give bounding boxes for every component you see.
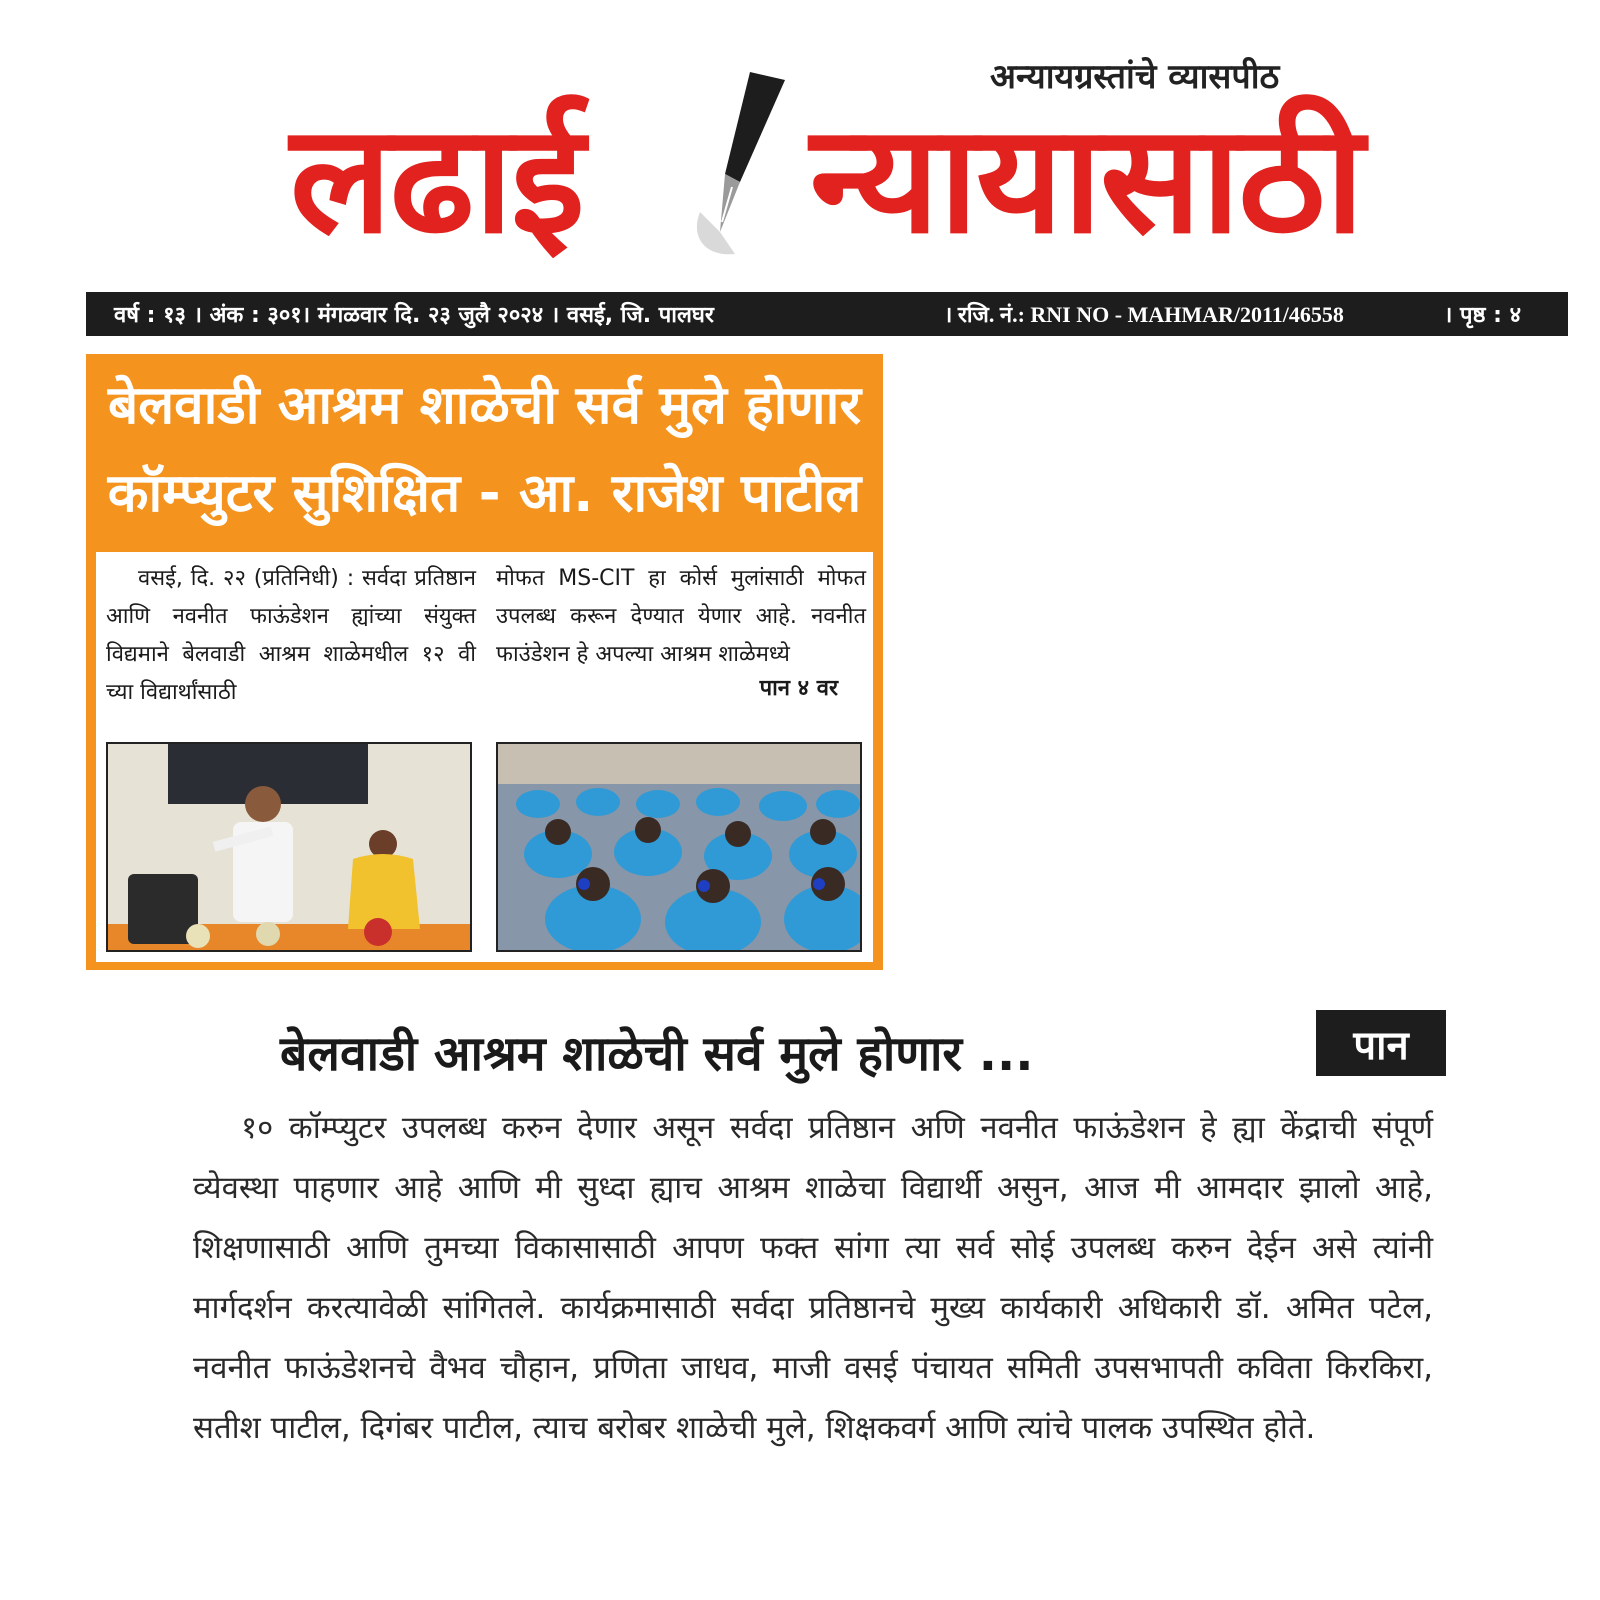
issue-info-bar — [86, 292, 1568, 336]
students-photo-image — [498, 744, 860, 950]
page-number: । पृष्ठ : ४ — [1444, 303, 1522, 328]
front-article-box — [86, 354, 883, 970]
page-tag: पान — [1316, 1010, 1446, 1076]
masthead — [290, 40, 1520, 270]
masthead-title-right: न्यायासाठी — [810, 93, 1363, 267]
masthead-title-left: लढाई — [290, 93, 583, 267]
article-column-1 — [106, 560, 476, 712]
headline-line-1: बेलवाडी आश्रम शाळेची सर्व मुले होणार — [107, 375, 862, 436]
registration-number: । रजि. नं.: RNI NO - MAHMAR/2011/46558 — [944, 302, 1344, 327]
speaker-photo-image — [108, 744, 470, 950]
front-article-body — [96, 552, 873, 962]
article-column-2-text: मोफत MS-CIT हा कोर्स मुलांसाठी मोफत उपलब्ध करून देण्यात येणार आहे. नवनीत फाउंडेशन हे अपल्या आश्रम शाळेमध्ये — [496, 566, 866, 667]
fountain-pen-icon — [680, 62, 800, 262]
issue-info: वर्ष : १३ । अंक : ३०१। मंगळवार दि. २३ जुलै २०२४ । वसई, जि. पालघर — [114, 303, 714, 328]
continuation-paragraph: १० कॉम्प्युटर उपलब्ध करुन देणार असून सर्वदा प्रतिष्ठान अणि नवनीत फाऊंडेशन हे ह्या केंद्राची संपूर्ण व्येवस्था पाहणार आहे आणि मी सुध्दा ह्याच आश्रम शाळेचा विद्यार्थी असुन, आज मी आमदार झालो आहे, शिक्षणासाठी आणि तुमच्या विकासासाठी आपण फक्त सांगा त्या सर्व सोई उपलब्ध करुन देईन असे त्यांनी मार्गदर्शन करत्यावेळी सांगितले. कार्यक्रमासाठी सर्वदा प्रतिष्ठानचे मुख्य कार्यकारी अधिकारी डॉ. अमित पटेल, नवनीत फाऊंडेशनचे वैभव चौहान, प्रणिता जाधव, माजी वसई पंचायत समिती उपसभापती कविता किरकिरा, सतीश पाटील, दिगंबर पाटील, त्याच बरोबर शाळेची मुले, शिक्षकवर्ग आणि त्यांचे पालक उपस्थित होते. — [193, 1110, 1433, 1446]
continued-on-page: पान ४ वर — [759, 676, 838, 701]
front-article-headline — [96, 362, 873, 538]
photo-speaker — [106, 742, 472, 952]
article-column-2 — [496, 560, 866, 708]
photo-students — [496, 742, 862, 952]
article-column-1-text: वसई, दि. २२ (प्रतिनिधी) : सर्वदा प्रतिष्ठान आणि नवनीत फाऊंडेशन ह्यांच्या संयुक्त विद्यमाने बेलवाडी आश्रम शाळेमधील १२ वी च्या विद्यार्थांसाठी — [106, 566, 476, 705]
continuation-body — [193, 1098, 1433, 1458]
masthead-tagline: अन्यायग्रस्तांचे व्यासपीठ — [990, 57, 1280, 97]
headline-line-2: कॉम्प्युटर सुशिक्षित - आ. राजेश पाटील — [107, 463, 862, 524]
continuation-headline: बेलवाडी आश्रम शाळेची सर्व मुले होणार ... — [280, 1026, 1034, 1082]
